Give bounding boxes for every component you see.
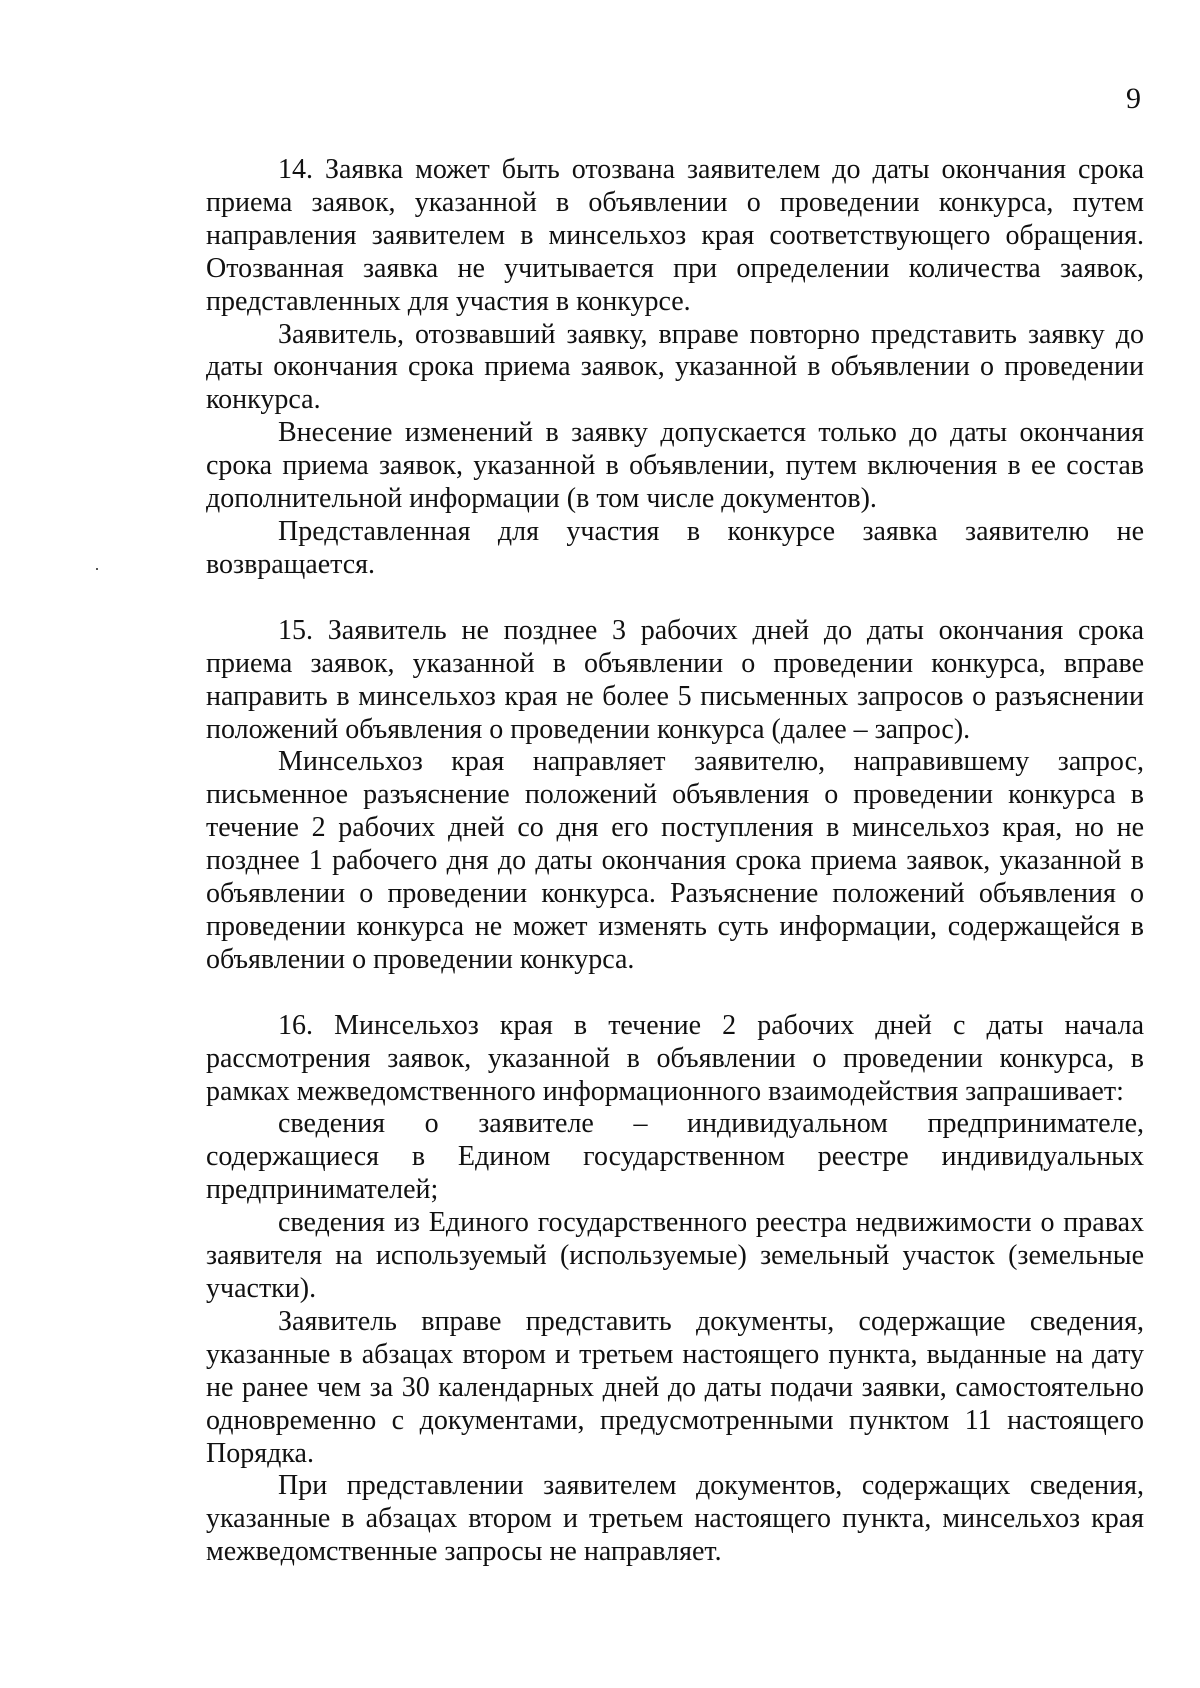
page-number: 9 [1126,82,1141,115]
paragraph: Внесение изменений в заявку допускается только до даты окончания срока приема заявок, указанной в объявлении, путем включения в ее состав дополнительной информации (в том числе документов). [206,417,1144,515]
paragraph: При представлении заявителем документов, содержащих сведения, указанные в абзацах втором и третьем настоящего пункта, минсельхоз края межведомственные запросы не направляет. [206,1470,1144,1568]
section-15 [206,615,1144,977]
paragraph: 16. Минсельхоз края в течение 2 рабочих дней с даты начала рассмотрения заявок, указанной в объявлении о проведении конкурса, в рамках межведомственного информационного взаимодействия запрашивает: [206,1009,1144,1107]
section-14 [206,154,1144,582]
paragraph: 14. Заявка может быть отозвана заявителем до даты окончания срока приема заявок, указанной в объявлении о проведении конкурса, путем направления заявителем в минсельхоз края соответствующего обращения. Отозванная заявка не учитывается при определении количества заявок, представленных для участия в конкурсе. [206,154,1144,317]
paragraph: сведения о заявителе – индивидуальном предпринимателе, содержащиеся в Едином государственном реестре индивидуальных предпринимателей; [206,1108,1144,1206]
paragraph: Заявитель вправе представить документы, содержащие сведения, указанные в абзацах втором и третьем настоящего пункта, выданные на дату не ранее чем за 30 календарных дней до даты подачи заявки, самостоятельно одновременно с документами, предусмотренными пунктом 11 настоящего Порядка. [206,1305,1144,1469]
paragraph: 15. Заявитель не позднее 3 рабочих дней до даты окончания срока приема заявок, указанной в объявлении о проведении конкурса, вправе направить в минсельхоз края не более 5 письменных запросов о разъяснении положений объявления о проведении конкурса (далее – запрос). [206,614,1144,745]
section-spacer [206,582,1144,615]
paragraph: Представленная для участия в конкурсе заявка заявителю не возвращается. [206,515,1144,580]
document-body [206,154,1144,1569]
scan-speck [96,568,98,570]
section-spacer [206,977,1144,1010]
paragraph: Заявитель, отозвавший заявку, вправе повторно представить заявку до даты окончания срока приема заявок, указанной в объявлении о проведении конкурса. [206,318,1144,416]
paragraph: Минсельхоз края направляет заявителю, направившему запрос, письменное разъяснение положений объявления о проведении конкурса в течение 2 рабочих дней со дня его поступления в минсельхоз края, но не позднее 1 рабочего дня до даты окончания срока приема заявок, указанной в объявлении о проведении конкурса. Разъяснение положений объявления о проведении конкурса не может изменять суть информации, содержащейся в объявлении о проведении конкурса. [206,746,1144,975]
paragraph: сведения из Единого государственного реестра недвижимости о правах заявителя на используемый (используемые) земельный участок (земельные участки). [206,1207,1144,1304]
section-16 [206,1010,1144,1569]
